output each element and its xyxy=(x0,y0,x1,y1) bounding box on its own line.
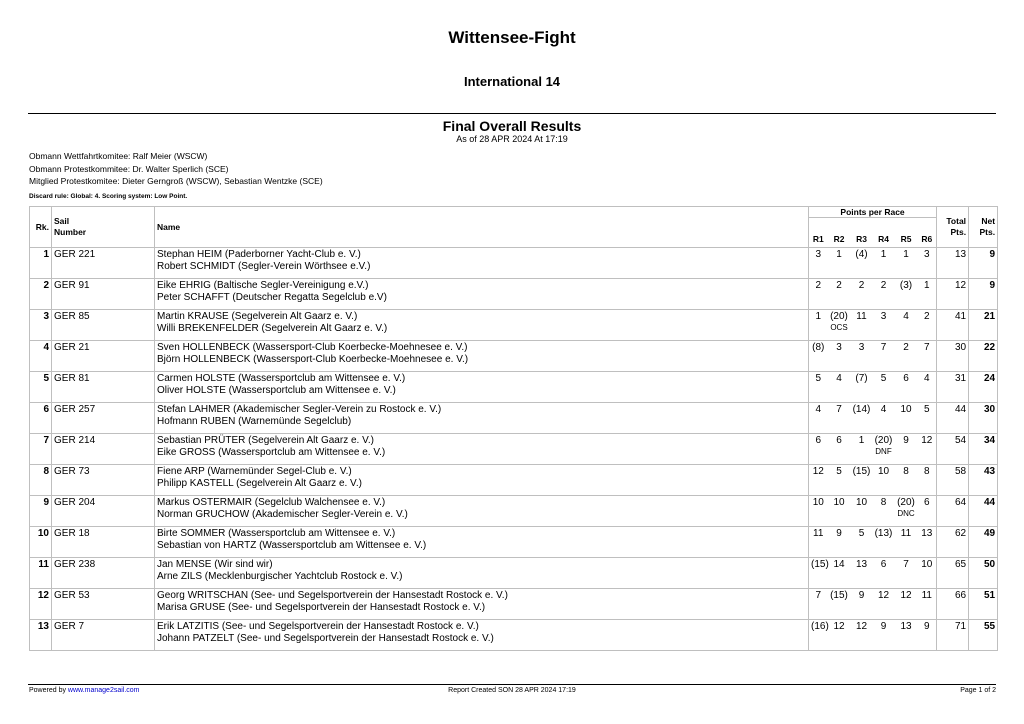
sail-number-cell: GER 257 xyxy=(52,403,155,434)
sail-number-cell: GER 53 xyxy=(52,589,155,620)
result-row xyxy=(30,558,998,589)
net-points-cell: 9 xyxy=(969,279,998,310)
net-points-cell: 50 xyxy=(969,558,998,589)
net-header-line2: Pts. xyxy=(979,227,996,237)
race-score: 4 xyxy=(924,373,930,384)
crew-names-cell xyxy=(155,620,809,651)
race-score-cell xyxy=(828,341,851,372)
race-score-cell xyxy=(873,341,895,372)
race-score: 5 xyxy=(880,373,887,384)
crew-names-cell xyxy=(155,589,809,620)
helm-name: Sven HOLLENBECK (Wassersport-Club Koerbecke-Moehnesee e. V.) xyxy=(157,342,468,353)
race-score: 9 xyxy=(924,621,930,632)
sail-header-line2: Number xyxy=(54,227,87,237)
sail-number-cell: GER 85 xyxy=(52,310,155,341)
sail-number-cell: GER 204 xyxy=(52,496,155,527)
race-score-cell xyxy=(851,279,873,310)
race-score: 1 xyxy=(903,249,909,260)
total-points-cell: 65 xyxy=(937,558,969,589)
result-row xyxy=(30,310,998,341)
race-score: 1 xyxy=(924,280,930,291)
helm-name: Georg WRITSCHAN (See- und Segelsportverein der Hansestadt Rostock e. V.) xyxy=(157,590,508,601)
race-score: 7 xyxy=(924,342,930,353)
race-score-cell xyxy=(809,558,828,589)
helm-name: Erik LATZITIS (See- und Segelsportverein der Hansestadt Rostock e. V.) xyxy=(157,621,479,632)
result-row xyxy=(30,403,998,434)
race-score: 4 xyxy=(815,404,822,415)
total-points-cell: 64 xyxy=(937,496,969,527)
result-row xyxy=(30,465,998,496)
race-score: 3 xyxy=(924,249,930,260)
race-score: 5 xyxy=(858,528,865,539)
rank-cell: 4 xyxy=(30,341,52,372)
race-score-cell xyxy=(873,279,895,310)
race-score: (16) xyxy=(811,621,829,632)
rank-cell: 1 xyxy=(30,248,52,279)
race-score-cell xyxy=(828,403,851,434)
race-score: 13 xyxy=(900,621,912,632)
net-points-cell: 44 xyxy=(969,496,998,527)
race-score-cell xyxy=(895,372,918,403)
race-score: 8 xyxy=(880,497,887,508)
helm-name: Sebastian PRÜTER (Segelverein Alt Gaarz e. V.) xyxy=(157,435,374,446)
race-score-cell xyxy=(918,589,937,620)
result-row xyxy=(30,248,998,279)
crew-name: Sebastian von HARTZ (Wassersportclub am Wittensee e. V.) xyxy=(157,540,427,551)
race-score: 2 xyxy=(836,280,842,291)
race-score: 2 xyxy=(815,280,822,291)
race-header: R2 xyxy=(828,218,851,248)
official-line: Obmann Protestkommitee: Dr. Walter Sperlich (SCE) xyxy=(29,163,229,174)
race-score-cell xyxy=(809,465,828,496)
race-score: (15) xyxy=(811,559,829,570)
race-score: 1 xyxy=(858,435,865,446)
sail-number-cell: GER 221 xyxy=(52,248,155,279)
result-row xyxy=(30,496,998,527)
race-score: (15) xyxy=(830,590,848,601)
race-header: R5 xyxy=(895,218,918,248)
crew-names-cell xyxy=(155,527,809,558)
official-line: Obmann Wettfahrtkomitee: Ralf Meier (WSCW) xyxy=(29,151,208,161)
crew-name: Oliver HOLSTE (Wassersportclub am Wittensee e. V.) xyxy=(157,385,396,396)
race-score: 5 xyxy=(815,373,822,384)
report-created: Report Created SON 28 APR 2024 17:19 xyxy=(448,687,576,694)
race-score: 3 xyxy=(836,342,842,353)
race-score: (20) xyxy=(897,497,915,508)
net-points-cell: 55 xyxy=(969,620,998,651)
race-score: 10 xyxy=(833,497,845,508)
race-score-cell xyxy=(851,620,873,651)
total-points-cell: 58 xyxy=(937,465,969,496)
points-per-race-header: Points per Race xyxy=(809,207,937,218)
crew-name: Robert SCHMIDT (Segler-Verein Wörthsee e.V.) xyxy=(157,261,371,272)
race-score: 6 xyxy=(880,559,887,570)
net-points-cell: 9 xyxy=(969,248,998,279)
race-score: 2 xyxy=(858,280,865,291)
results-table xyxy=(29,206,998,651)
race-score-cell xyxy=(828,589,851,620)
race-header: R4 xyxy=(873,218,895,248)
race-score: 10 xyxy=(900,404,912,415)
net-points-cell: 24 xyxy=(969,372,998,403)
name-header: Name xyxy=(155,207,809,248)
race-score-cell xyxy=(918,372,937,403)
sail-number-cell: GER 73 xyxy=(52,465,155,496)
race-score: 5 xyxy=(836,466,842,477)
net-header-line1: Net xyxy=(981,216,996,226)
race-score-cell xyxy=(809,620,828,651)
race-score-cell xyxy=(873,527,895,558)
race-score-cell xyxy=(873,589,895,620)
net-points-cell: 51 xyxy=(969,589,998,620)
race-score-cell xyxy=(851,465,873,496)
race-score: 12 xyxy=(833,621,845,632)
race-score: 4 xyxy=(903,311,909,322)
race-header: R3 xyxy=(851,218,873,248)
race-score: 2 xyxy=(903,342,909,353)
crew-name: Johann PATZELT (See- und Segelsportverein der Hansestadt Rostock e. V.) xyxy=(157,633,494,644)
result-row xyxy=(30,341,998,372)
total-points-cell: 44 xyxy=(937,403,969,434)
race-score: 7 xyxy=(836,404,842,415)
race-score-cell xyxy=(873,310,895,341)
total-points-cell: 71 xyxy=(937,620,969,651)
crew-name: Willi BREKENFELDER (Segelverein Alt Gaarz e. V.) xyxy=(157,323,388,334)
helm-name: Stephan HEIM (Paderborner Yacht-Club e. V.) xyxy=(157,249,361,260)
rank-cell: 9 xyxy=(30,496,52,527)
race-score-cell xyxy=(873,403,895,434)
race-score: 6 xyxy=(903,373,909,384)
race-score: 7 xyxy=(880,342,887,353)
crew-names-cell xyxy=(155,434,809,465)
race-score-cell xyxy=(873,496,895,527)
race-score-cell xyxy=(809,341,828,372)
race-score: 5 xyxy=(924,404,930,415)
race-score: 3 xyxy=(858,342,865,353)
total-points-cell: 62 xyxy=(937,527,969,558)
sail-number-header xyxy=(52,207,155,248)
penalty-code: OCS xyxy=(830,323,848,332)
result-row xyxy=(30,620,998,651)
race-score-cell xyxy=(918,248,937,279)
race-score-cell xyxy=(809,310,828,341)
race-score-cell xyxy=(809,589,828,620)
total-points-cell: 30 xyxy=(937,341,969,372)
total-points-header xyxy=(937,207,969,248)
helm-name: Birte SOMMER (Wassersportclub am Wittensee e. V.) xyxy=(157,528,396,539)
helm-name: Markus OSTERMAIR (Segelclub Walchensee e. V.) xyxy=(157,497,386,508)
race-score: (4) xyxy=(855,249,868,260)
race-score-cell xyxy=(828,496,851,527)
race-score-cell xyxy=(828,372,851,403)
race-score: 12 xyxy=(921,435,933,446)
race-score-cell xyxy=(828,310,851,341)
race-score-cell xyxy=(895,248,918,279)
race-score: 12 xyxy=(855,621,868,632)
result-row xyxy=(30,589,998,620)
race-score-cell xyxy=(895,310,918,341)
document-title: Wittensee-Fight xyxy=(448,28,576,47)
race-score-cell xyxy=(828,434,851,465)
race-score-cell xyxy=(828,527,851,558)
sail-header-line1: Sail xyxy=(54,216,70,226)
crew-names-cell xyxy=(155,341,809,372)
crew-name: Björn HOLLENBECK (Wassersport-Club Koerbecke-Moehnesee e. V.) xyxy=(157,354,469,365)
race-score-cell xyxy=(895,434,918,465)
race-score-cell xyxy=(809,496,828,527)
race-header: R1 xyxy=(809,218,828,248)
race-score-cell xyxy=(873,434,895,465)
race-score-cell xyxy=(895,589,918,620)
race-score-cell xyxy=(873,372,895,403)
race-score-cell xyxy=(918,279,937,310)
race-score: 10 xyxy=(921,559,933,570)
discard-rule: Discard rule: Global: 4. Scoring system: Low Point. xyxy=(29,193,188,200)
crew-name: Eike GROSS (Wassersportclub am Wittensee e. V.) xyxy=(157,447,386,458)
race-score-cell xyxy=(918,620,937,651)
race-score-cell xyxy=(851,434,873,465)
race-score: 4 xyxy=(880,404,887,415)
race-score-cell xyxy=(828,465,851,496)
race-score-cell xyxy=(809,248,828,279)
rank-cell: 12 xyxy=(30,589,52,620)
race-score-cell xyxy=(895,558,918,589)
sail-number-cell: GER 214 xyxy=(52,434,155,465)
penalty-code: DNF xyxy=(875,447,892,456)
race-score-cell xyxy=(828,248,851,279)
race-score: 11 xyxy=(856,311,867,322)
race-score: 3 xyxy=(815,249,822,260)
race-score: 8 xyxy=(903,466,909,477)
sail-number-cell: GER 7 xyxy=(52,620,155,651)
race-score: (3) xyxy=(899,280,913,291)
page-number: Page 1 of 2 xyxy=(960,687,996,694)
crew-names-cell xyxy=(155,465,809,496)
race-score-cell xyxy=(851,248,873,279)
race-score: 10 xyxy=(855,497,868,508)
helm-name: Eike EHRIG (Baltische Segler-Vereinigung e.V.) xyxy=(157,280,369,291)
race-score: (14) xyxy=(852,404,871,415)
class-name: International 14 xyxy=(463,74,561,89)
race-score-cell xyxy=(809,279,828,310)
result-row xyxy=(30,527,998,558)
race-score-cell xyxy=(918,341,937,372)
race-score-cell xyxy=(873,620,895,651)
race-score-cell xyxy=(895,279,918,310)
crew-name: Arne ZILS (Mecklenburgischer Yachtclub Rostock e. V.) xyxy=(157,571,403,582)
race-score: 12 xyxy=(900,590,912,601)
race-score: 2 xyxy=(880,280,887,291)
race-score-cell xyxy=(895,620,918,651)
race-score-cell xyxy=(809,403,828,434)
sail-number-cell: GER 18 xyxy=(52,527,155,558)
race-score-cell xyxy=(851,496,873,527)
net-points-cell: 21 xyxy=(969,310,998,341)
rank-cell: 8 xyxy=(30,465,52,496)
race-score: 11 xyxy=(921,590,932,601)
sail-number-cell: GER 81 xyxy=(52,372,155,403)
crew-name: Norman GRUCHOW (Akademischer Segler-Verein e. V.) xyxy=(157,509,408,520)
race-score-cell xyxy=(828,558,851,589)
total-header-line2: Pts. xyxy=(950,227,967,237)
race-score: 8 xyxy=(924,466,930,477)
race-score-cell xyxy=(895,527,918,558)
bottom-divider xyxy=(28,684,996,685)
race-score-cell xyxy=(918,558,937,589)
net-points-cell: 43 xyxy=(969,465,998,496)
race-score-cell xyxy=(895,496,918,527)
net-points-cell: 34 xyxy=(969,434,998,465)
race-score-cell xyxy=(895,403,918,434)
race-score: 3 xyxy=(880,311,887,322)
crew-name: Peter SCHAFFT (Deutscher Regatta Segelclub e.V) xyxy=(157,292,387,303)
race-score: 2 xyxy=(924,311,930,322)
race-score: 12 xyxy=(877,590,890,601)
race-score-cell xyxy=(809,434,828,465)
sail-number-cell: GER 238 xyxy=(52,558,155,589)
total-points-cell: 66 xyxy=(937,589,969,620)
race-score: 13 xyxy=(921,528,933,539)
net-points-header xyxy=(969,207,998,248)
top-divider xyxy=(28,113,996,114)
header-row-top xyxy=(30,207,998,218)
powered-by-label: Powered by xyxy=(29,687,68,694)
race-score: 6 xyxy=(815,435,822,446)
race-score: 12 xyxy=(812,466,824,477)
race-score-cell xyxy=(851,372,873,403)
race-score-cell xyxy=(918,465,937,496)
crew-name: Marisa GRUSE (See- und Segelsportverein der Hansestadt Rostock e. V.) xyxy=(157,602,486,613)
net-points-cell: 49 xyxy=(969,527,998,558)
rank-header: Rk. xyxy=(30,207,52,248)
race-header: R6 xyxy=(918,218,937,248)
official-line: Mitglied Protestkomitee: Dieter Gerngroß (WSCW), Sebastian Wentzke (SCE) xyxy=(29,176,323,186)
race-score-cell xyxy=(895,465,918,496)
as-of-timestamp: As of 28 APR 2024 At 17:19 xyxy=(456,134,568,144)
race-score-cell xyxy=(918,403,937,434)
race-score-cell xyxy=(918,496,937,527)
crew-names-cell xyxy=(155,372,809,403)
penalty-code: DNC xyxy=(897,509,915,518)
race-score-cell xyxy=(851,527,873,558)
total-points-cell: 12 xyxy=(937,279,969,310)
rank-cell: 2 xyxy=(30,279,52,310)
race-score: (7) xyxy=(855,373,868,384)
rank-cell: 13 xyxy=(30,620,52,651)
rank-cell: 10 xyxy=(30,527,52,558)
sail-number-cell: GER 91 xyxy=(52,279,155,310)
crew-names-cell xyxy=(155,496,809,527)
sail-number-cell: GER 21 xyxy=(52,341,155,372)
result-row xyxy=(30,372,998,403)
race-score: 6 xyxy=(924,497,930,508)
net-points-cell: 22 xyxy=(969,341,998,372)
rank-cell: 5 xyxy=(30,372,52,403)
rank-cell: 7 xyxy=(30,434,52,465)
race-score: 7 xyxy=(815,590,822,601)
race-score: 4 xyxy=(836,373,842,384)
race-score-cell xyxy=(873,558,895,589)
race-score-cell xyxy=(918,434,937,465)
race-score: 13 xyxy=(855,559,868,570)
race-score-cell xyxy=(809,527,828,558)
total-header-line1: Total xyxy=(946,216,967,226)
race-score-cell xyxy=(918,310,937,341)
race-score: 9 xyxy=(858,590,865,601)
race-score: 9 xyxy=(836,528,842,539)
race-score-cell xyxy=(851,403,873,434)
race-score: (20) xyxy=(874,435,893,446)
total-points-cell: 54 xyxy=(937,434,969,465)
helm-name: Stefan LAHMER (Akademischer Segler-Verein zu Rostock e. V.) xyxy=(157,404,442,415)
race-score-cell xyxy=(895,341,918,372)
total-points-cell: 31 xyxy=(937,372,969,403)
helm-name: Carmen HOLSTE (Wassersportclub am Wittensee e. V.) xyxy=(157,373,406,384)
helm-name: Jan MENSE (Wir sind wir) xyxy=(157,559,273,570)
race-score: 14 xyxy=(833,559,845,570)
results-title: Final Overall Results xyxy=(442,118,582,134)
crew-name: Hofmann RUBEN (Warnemünde Segelclub) xyxy=(157,416,352,427)
result-row xyxy=(30,434,998,465)
race-score-cell xyxy=(828,279,851,310)
race-score-cell xyxy=(851,558,873,589)
race-score-cell xyxy=(873,248,895,279)
race-score: 1 xyxy=(836,249,842,260)
crew-names-cell xyxy=(155,279,809,310)
race-score: 10 xyxy=(812,497,824,508)
race-score: 10 xyxy=(877,466,890,477)
race-score: (20) xyxy=(830,311,848,322)
rank-cell: 11 xyxy=(30,558,52,589)
race-score-cell xyxy=(851,589,873,620)
crew-name: Philipp KASTELL (Segelverein Alt Gaarz e. V.) xyxy=(157,478,362,489)
rank-cell: 3 xyxy=(30,310,52,341)
race-score: 6 xyxy=(836,435,842,446)
race-score: 9 xyxy=(903,435,909,446)
manage2sail-link[interactable]: www.manage2sail.com xyxy=(67,687,140,694)
race-score: (13) xyxy=(874,528,893,539)
race-score-cell xyxy=(873,465,895,496)
crew-names-cell xyxy=(155,310,809,341)
race-score: 1 xyxy=(880,249,887,260)
race-score: 9 xyxy=(880,621,887,632)
race-score-cell xyxy=(828,620,851,651)
net-points-cell: 30 xyxy=(969,403,998,434)
race-score: (15) xyxy=(852,466,871,477)
result-row xyxy=(30,279,998,310)
race-score-cell xyxy=(851,310,873,341)
race-score-cell xyxy=(851,341,873,372)
total-points-cell: 13 xyxy=(937,248,969,279)
crew-names-cell xyxy=(155,248,809,279)
rank-cell: 6 xyxy=(30,403,52,434)
helm-name: Martin KRAUSE (Segelverein Alt Gaarz e. V.) xyxy=(157,311,358,322)
officials-list xyxy=(29,150,323,188)
crew-names-cell xyxy=(155,403,809,434)
race-score: 7 xyxy=(903,559,909,570)
crew-names-cell xyxy=(155,558,809,589)
race-score: (8) xyxy=(812,342,825,353)
race-score-cell xyxy=(809,372,828,403)
race-score: 1 xyxy=(815,311,822,322)
race-score: 11 xyxy=(900,528,912,539)
total-points-cell: 41 xyxy=(937,310,969,341)
race-score: 11 xyxy=(813,528,824,539)
race-score-cell xyxy=(918,527,937,558)
helm-name: Fiene ARP (Warnemünder Segel-Club e. V.) xyxy=(157,466,352,477)
